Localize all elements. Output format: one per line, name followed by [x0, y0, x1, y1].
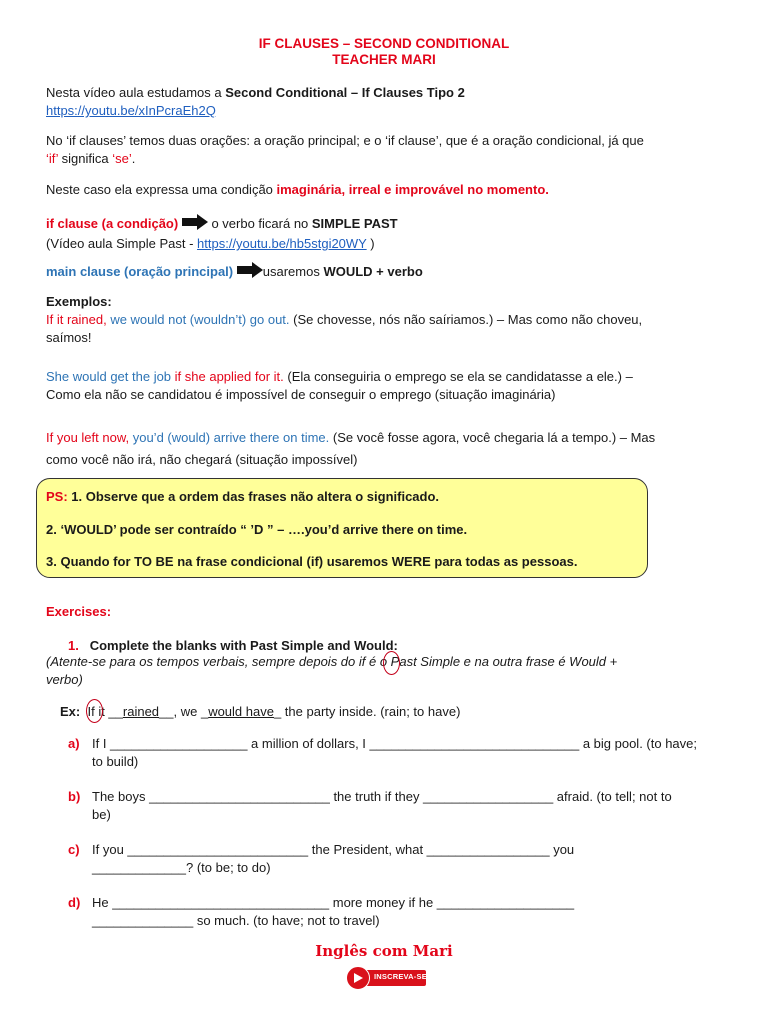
- ex-if: If: [87, 704, 95, 719]
- subscribe-button[interactable]: [346, 966, 428, 990]
- note-text-b: é o Past Simple e na outra frase é Would +: [365, 654, 618, 669]
- item-line: be): [92, 807, 111, 822]
- se-word: ‘se’: [112, 151, 132, 166]
- simple-past-note-end: ): [366, 236, 375, 251]
- exercise-item-b: [68, 788, 718, 824]
- item-line: He ______________________________ more money if he ___________________: [92, 895, 575, 910]
- right-arrow-icon: [182, 214, 208, 235]
- simple-past-bold: SIMPLE PAST: [311, 215, 398, 231]
- if-highlight-circle: [86, 699, 103, 723]
- item-label: a): [68, 736, 80, 751]
- intro-text: Nesta vídeo aula estudamos a: [46, 85, 226, 100]
- exercise-item-a: [68, 735, 718, 771]
- definition-paragraph: [46, 132, 716, 168]
- ex-text-c: _ the party inside. (rain; to have): [273, 704, 461, 719]
- item-label: b): [68, 789, 81, 804]
- condition-text: Neste caso ela expressa uma condição: [46, 182, 277, 197]
- example3-if-clause: If you left now,: [46, 430, 130, 445]
- example2: [46, 368, 716, 404]
- example3-main-clause: you’d (would) arrive there on time.: [129, 430, 330, 445]
- item-text[interactable]: [92, 788, 718, 824]
- ps-line-1-text: 1. Observe que a ordem das frases não altera o significado.: [67, 489, 440, 504]
- simple-past-video-link[interactable]: https://youtu.be/hb5stgi20WY: [197, 236, 367, 251]
- item-label: c): [68, 842, 80, 857]
- example1-translation-cont: saímos!: [46, 330, 92, 345]
- definition-text: No ‘if clauses’ temos duas orações: a oração principal; e o ‘if clause’, que é a oração condicional, já que: [46, 133, 644, 148]
- examples-heading: Exemplos:: [46, 294, 112, 309]
- example2-translation: (Ela conseguiria o emprego se ela se candidatasse a ele.) –: [283, 369, 633, 384]
- exercise-item-d: [68, 894, 718, 930]
- example3-translation: (Se você fosse agora, você chegaria lá a tempo.) – Mas: [329, 430, 656, 445]
- channel-name: Inglês com Mari: [315, 942, 453, 960]
- item-line: The boys _________________________ the truth if they __________________ afraid. (to tell; not to: [92, 789, 672, 804]
- exercises-heading: Exercises:: [46, 604, 112, 619]
- ex-text-b: __, we _: [159, 704, 209, 719]
- example2-if-clause: if she applied for it.: [171, 369, 284, 384]
- item-line: _____________? (to be; to do): [92, 860, 271, 875]
- ps-line-2: 2. ‘WOULD’ pode ser contraído “ ’D ” – ….you’d arrive there on time.: [46, 522, 468, 537]
- example3: [46, 427, 716, 471]
- example2-translation-cont: Como ela não se candidatou é impossível de conseguir o emprego (situação imaginária): [46, 387, 556, 402]
- would-verb-bold: WOULD + verbo: [323, 263, 423, 279]
- item-text[interactable]: [92, 841, 718, 877]
- exercise-item-c: [68, 841, 718, 877]
- if-highlight-circle: [383, 651, 400, 675]
- item-label: d): [68, 895, 81, 910]
- item-line: ______________ so much. (to have; not to travel): [92, 913, 380, 928]
- question-1-number: 1.: [68, 638, 79, 653]
- main-clause-text: usaremos: [262, 263, 324, 279]
- example1-main-clause: we would not (wouldn’t) go out.: [106, 312, 290, 327]
- intro-bold: Second Conditional – If Clauses Tipo 2: [225, 85, 465, 100]
- intro-video-link[interactable]: https://youtu.be/xInPcraEh2Q: [46, 103, 216, 118]
- example1-translation: (Se chovesse, nós não saíriamos.) – Mas como não choveu,: [289, 312, 643, 327]
- if-word: ‘if’: [46, 151, 59, 166]
- document-subtitle: TEACHER MARI: [332, 52, 436, 67]
- intro-paragraph: [46, 84, 716, 120]
- ps-note-box: [36, 478, 648, 578]
- ps-line-3: 3. Quando for TO BE na frase condicional (if) usaremos WERE para todas as pessoas.: [46, 554, 578, 569]
- main-clause-rule: [46, 262, 716, 283]
- condition-emphasis: imaginária, irreal e improvável no momento.: [276, 182, 549, 197]
- note-text-c: verbo): [46, 672, 83, 687]
- main-clause-label: main clause (oração principal): [46, 263, 234, 279]
- note-if: if: [358, 654, 366, 669]
- question-1-text: Complete the blanks with Past Simple and Would:: [89, 638, 398, 653]
- if-clause-label: if clause (a condição): [46, 215, 179, 231]
- simple-past-note: (Vídeo aula Simple Past -: [46, 236, 198, 251]
- item-text[interactable]: [92, 894, 718, 930]
- ps-label: PS:: [46, 489, 68, 504]
- condition-paragraph: [46, 181, 716, 199]
- item-line: If I ___________________ a million of dollars, I _____________________________ a big pool. (to have;: [92, 736, 698, 751]
- example3-translation-cont: como você não irá, não chegará (situação impossível): [46, 452, 358, 467]
- examples-block: [46, 293, 716, 347]
- example2-main-clause: She would get the job: [46, 369, 172, 384]
- if-clause-rule: [46, 214, 716, 253]
- item-line: to build): [92, 754, 139, 769]
- ex-label: Ex:: [60, 704, 81, 719]
- question-1-note: [46, 653, 716, 689]
- item-text[interactable]: [92, 735, 718, 771]
- worked-example: [60, 703, 730, 721]
- subscribe-label: INSCREVA-SE: [374, 972, 427, 981]
- ps-line-1: [46, 489, 439, 504]
- item-line: If you _________________________ the President, what _________________ you: [92, 842, 575, 857]
- definition-text-b: significa: [58, 151, 113, 166]
- document-title: IF CLAUSES – SECOND CONDITIONAL: [258, 36, 510, 51]
- if-clause-text: o verbo ficará no: [207, 215, 312, 231]
- ex-text-a: it __: [94, 704, 123, 719]
- note-text-a: (Atente-se para os tempos verbais, sempre depois do: [46, 654, 359, 669]
- definition-text-c: .: [131, 151, 136, 166]
- ex-answer-would-have: would have: [208, 704, 274, 719]
- right-arrow-icon: [237, 262, 263, 283]
- example1-if-clause: If it rained,: [46, 312, 107, 327]
- ex-answer-rained: rained: [122, 704, 160, 719]
